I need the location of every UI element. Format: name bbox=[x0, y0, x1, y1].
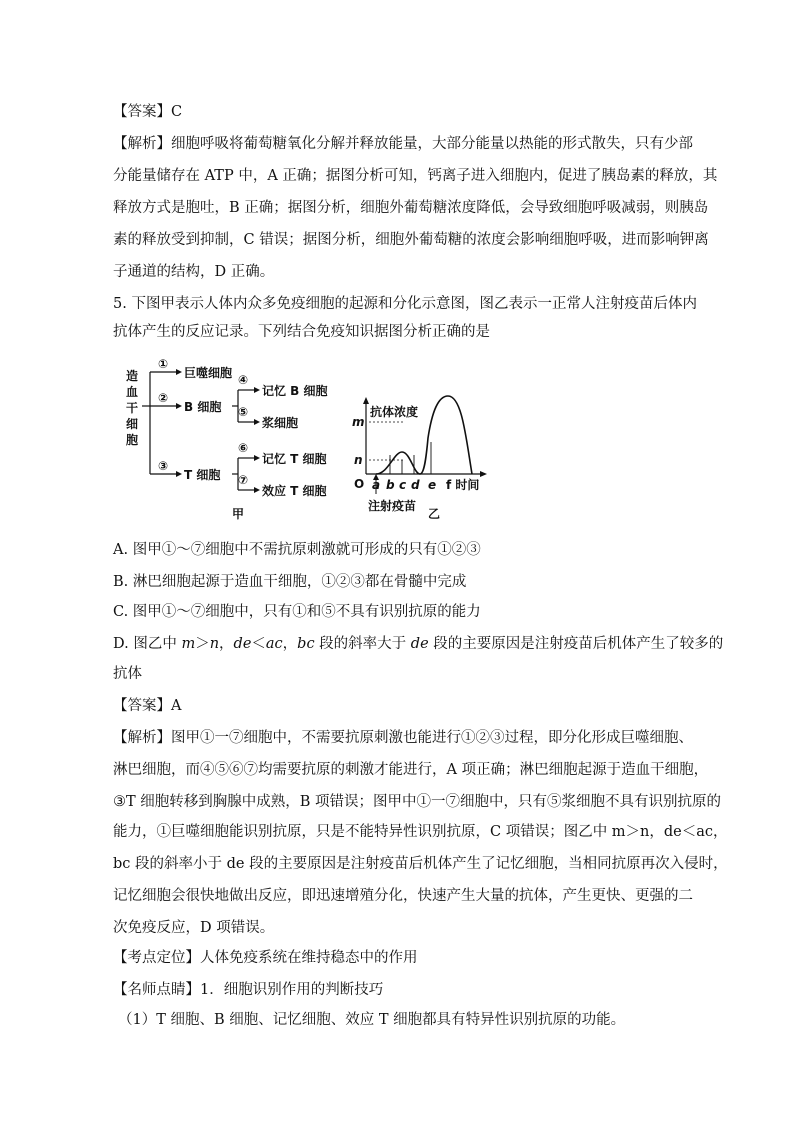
origin-char-3: 干 bbox=[126, 401, 139, 415]
analysis-line-4: 能力，①巨噬细胞能识别抗原，只是不能特异性识别抗原，C 项错误；图乙中 m＞n，de＜ac， bbox=[113, 824, 728, 840]
cell-7: 效应 T 细胞 bbox=[262, 484, 327, 498]
prev-analysis-line-3: 释放方式是胞吐，B 正确；据图分析，细胞外葡萄糖浓度降低，会导致细胞呼吸减弱，则胰岛 bbox=[113, 200, 709, 216]
num-5: ⑤ bbox=[238, 405, 249, 419]
analysis-line-3: ③T 细胞转移到胸腺中成熟，B 项错误；图甲中①一⑦细胞中，只有⑤浆细胞不具有识别抗原的 bbox=[113, 794, 722, 810]
option-d-sep2: ， bbox=[282, 636, 298, 652]
question-stem-line-1: 5. 下图甲表示人体内众多免疫细胞的起源和分化示意图，图乙表示一正常人注射疫苗后体内 bbox=[113, 296, 697, 312]
option-a: A. 图甲①～⑦细胞中不需抗原刺激就可形成的只有①②③ bbox=[113, 542, 481, 558]
option-d-mid: 段的斜率大于 bbox=[314, 636, 411, 652]
graph-inject: 注射疫苗 bbox=[368, 499, 417, 513]
cell-4: 记忆 B 细胞 bbox=[262, 384, 328, 398]
option-d-de: de bbox=[233, 636, 252, 652]
cell-2: B 细胞 bbox=[184, 400, 222, 414]
origin-char-2: 血 bbox=[126, 385, 139, 399]
prev-analysis-line-5: 子通道的结构，D 正确。 bbox=[113, 264, 275, 280]
analysis-line-5: bc 段的斜率小于 de 段的主要原因是注射疫苗后机体产生了记忆细胞，当相同抗原再次入侵时， bbox=[113, 856, 728, 872]
num-3: ③ bbox=[158, 459, 169, 473]
tick-c: c bbox=[399, 478, 407, 492]
analysis-line-7: 次免疫反应，D 项错误。 bbox=[113, 920, 275, 936]
option-d-prefix: D. 图乙中 bbox=[113, 636, 182, 652]
option-d bbox=[113, 634, 723, 654]
kaodian: 【考点定位】人体免疫系统在维持稳态中的作用 bbox=[113, 950, 418, 966]
prev-analysis-line-4: 素的释放受到抑制，C 错误；据图分析，细胞外葡萄糖的浓度会影响细胞呼吸，进而影响钾离 bbox=[113, 232, 709, 248]
tick-e: e bbox=[428, 478, 437, 492]
graph-origin: O bbox=[354, 477, 365, 491]
option-d-continued: 抗体 bbox=[113, 666, 142, 682]
cell-3: T 细胞 bbox=[184, 468, 221, 482]
option-d-ac: ac bbox=[265, 636, 283, 652]
cell-6: 记忆 T 细胞 bbox=[262, 452, 327, 466]
cell-1: 巨噬细胞 bbox=[184, 366, 233, 380]
option-d-lt: ＜ bbox=[251, 636, 266, 652]
option-d-sep: ， bbox=[219, 636, 234, 652]
graph-m: m bbox=[352, 415, 365, 429]
graph-n: n bbox=[354, 453, 363, 467]
origin-char-1: 造 bbox=[126, 369, 139, 383]
option-d-gt: ＞ bbox=[195, 636, 210, 652]
option-c: C. 图甲①～⑦细胞中，只有①和⑤不具有识别抗原的能力 bbox=[113, 604, 481, 620]
figure-label-yi: 乙 bbox=[428, 507, 441, 521]
prev-analysis-line-1: 【解析】细胞呼吸将葡萄糖氧化分解并释放能量，大部分能量以热能的形式散失，只有少部 bbox=[113, 136, 693, 152]
graph-xlabel: f 时间 bbox=[446, 478, 480, 492]
origin-char-4: 细 bbox=[126, 417, 139, 431]
num-1: ① bbox=[158, 357, 169, 371]
tick-a: a bbox=[372, 478, 381, 492]
option-d-de2: de bbox=[410, 636, 429, 652]
origin-char-5: 胞 bbox=[126, 433, 139, 447]
tick-d: d bbox=[411, 478, 420, 492]
figure-label-jia: 甲 bbox=[232, 507, 245, 521]
analysis-line-6: 记忆细胞会很快地做出反应，即迅速增殖分化，快速产生大量的抗体，产生更快、更强的二 bbox=[113, 888, 693, 904]
num-7: ⑦ bbox=[238, 473, 249, 487]
tick-b: b bbox=[386, 478, 395, 492]
question-figure bbox=[120, 352, 500, 536]
cell-5: 浆细胞 bbox=[262, 416, 299, 430]
answer: 【答案】A bbox=[113, 698, 182, 714]
point-1: （1）T 细胞、B 细胞、记忆细胞、效应 T 细胞都具有特异性识别抗原的功能。 bbox=[118, 1012, 626, 1028]
option-d-rest: 段的主要原因是注射疫苗后机体产生了较多的 bbox=[428, 636, 724, 652]
mingshi: 【名师点睛】1．细胞识别作用的判断技巧 bbox=[113, 982, 384, 998]
prev-analysis-line-2: 分能量储存在 ATP 中，A 正确；据图分析可知，钙离子进入细胞内，促进了胰岛素的释放，其 bbox=[113, 168, 718, 184]
option-d-n: n bbox=[209, 636, 220, 652]
num-6: ⑥ bbox=[238, 441, 249, 455]
num-2: ② bbox=[158, 391, 169, 405]
prev-answer: 【答案】C bbox=[113, 104, 183, 120]
option-d-m: m bbox=[181, 636, 196, 652]
analysis-line-2: 淋巴细胞，而④⑤⑥⑦均需要抗原的刺激才能进行，A 项正确；淋巴细胞起源于造血干细胞， bbox=[113, 762, 709, 778]
graph-ylabel: 抗体浓度 bbox=[370, 405, 419, 419]
question-stem-line-2: 抗体产生的反应记录。下列结合免疫知识据图分析正确的是 bbox=[113, 324, 490, 340]
num-4: ④ bbox=[238, 373, 249, 387]
analysis-line-1: 【解析】图甲①一⑦细胞中，不需要抗原刺激也能进行①②③过程，即分化形成巨噬细胞、 bbox=[113, 730, 693, 746]
option-b: B. 淋巴细胞起源于造血干细胞，①②③都在骨髓中完成 bbox=[113, 574, 467, 590]
option-d-bc: bc bbox=[297, 636, 315, 652]
figure-svg bbox=[120, 352, 500, 532]
